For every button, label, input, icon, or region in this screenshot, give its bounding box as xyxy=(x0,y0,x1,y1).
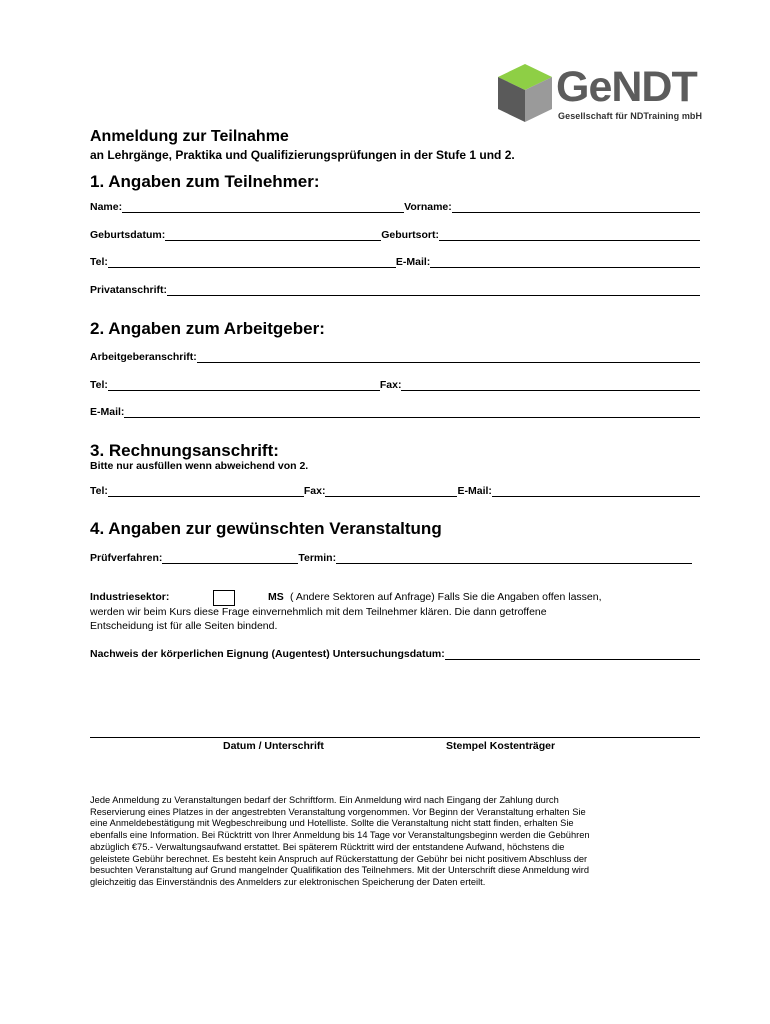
arbeitgeber-email-field[interactable] xyxy=(124,406,700,418)
row-nachweis xyxy=(90,646,700,660)
section3-heading: 3. Rechnungsanschrift: xyxy=(90,441,279,460)
arbeitgeber-tel-field[interactable] xyxy=(108,379,380,391)
row-geburt xyxy=(90,227,700,241)
arbeitgeberanschrift-label: Arbeitgeberanschrift: xyxy=(90,351,197,363)
terms-line: geleistete Gebühr berechnet. Es besteht kein Anspruch auf Rückerstattung der Gebühr bei nicht positivem Abschluss der xyxy=(90,853,588,864)
row-tel xyxy=(90,254,700,268)
untersuchungsdatum-field[interactable] xyxy=(445,648,700,660)
arbeitgeber-fax-field[interactable] xyxy=(401,379,700,391)
geburtsort-field[interactable] xyxy=(439,229,700,241)
arbeitgeber-tel-label: Tel: xyxy=(90,379,108,391)
arbeitgeberanschrift-field[interactable] xyxy=(197,351,700,363)
rechnung-tel-label: Tel: xyxy=(90,485,108,497)
privatanschrift-field[interactable] xyxy=(167,284,700,296)
email-label: E-Mail: xyxy=(395,256,431,268)
logo-subtitle: Gesellschaft für NDTraining mbH xyxy=(558,111,703,121)
rechnung-fax-field[interactable] xyxy=(325,485,457,497)
nachweis-label: Nachweis der körperlichen Eignung (Augentest) Untersuchungsdatum: xyxy=(90,648,445,660)
row-arbeitgeberanschrift xyxy=(90,349,700,363)
geburtsdatum-field[interactable] xyxy=(165,229,381,241)
terms-line: ebenfalls eine Information. Bei Rücktritt von Ihrer Anmeldung bis 14 Tage vor Veranstaltungsbeginn werden die Gebühren xyxy=(90,830,590,841)
section3-note: Bitte nur ausfüllen wenn abweichend von 2. xyxy=(90,460,309,472)
signature-line[interactable] xyxy=(90,737,700,738)
terms-line: Reservierung eines Platzes in der angestrebten Veranstaltung vorgenommen. Vor Beginn der Veranstaltung erhalten Sie xyxy=(90,806,586,817)
section4-heading: 4. Angaben zur gewünschten Veranstaltung xyxy=(90,519,442,538)
section1-heading: 1. Angaben zum Teilnehmer: xyxy=(90,172,320,191)
termin-field[interactable] xyxy=(336,552,692,564)
terms-line: besuchten Veranstaltung auf Grund mangelnder Qualifikation des Teilnehmers. Mit der Unterschrift diese Anmeldung wird xyxy=(90,865,590,876)
geburtsdatum-label: Geburtsdatum: xyxy=(90,229,166,241)
industriesektor-checkbox[interactable] xyxy=(213,590,235,606)
pruefverfahren-label: Prüfverfahren: xyxy=(90,552,163,564)
row-arbeitgeber-email xyxy=(90,404,700,418)
ms-label: MS xyxy=(268,591,284,603)
vorname-label: Vorname: xyxy=(404,201,452,213)
arbeitgeber-fax-label: Fax: xyxy=(379,379,402,391)
industriesektor-label: Industriesektor: xyxy=(90,591,170,603)
tel-label: Tel: xyxy=(90,256,108,268)
sektor-note-line3: Entscheidung ist für alle Seiten bindend. xyxy=(90,620,278,632)
stempel-kostentraeger-label: Stempel Kostenträger xyxy=(446,740,556,752)
page-subtitle: an Lehrgänge, Praktika und Qualifizierungsprüfungen in der Stufe 1 und 2. xyxy=(90,148,515,162)
name-label: Name: xyxy=(90,201,123,213)
section2-heading: 2. Angaben zum Arbeitgeber: xyxy=(90,319,325,338)
row-arbeitgeber-tel xyxy=(90,377,700,391)
row-pruefverfahren xyxy=(90,550,692,564)
row-name xyxy=(90,199,700,213)
logo-wordmark: GeNDT xyxy=(556,63,697,111)
name-field[interactable] xyxy=(122,201,404,213)
arbeitgeber-email-label: E-Mail: xyxy=(90,406,125,418)
terms-line: Jede Anmeldung zu Veranstaltungen bedarf der Schriftform. Ein Anmeldung wird nach Eingang der Zahlung durch xyxy=(90,795,559,805)
datum-unterschrift-label: Datum / Unterschrift xyxy=(223,740,324,752)
privatanschrift-label: Privatanschrift: xyxy=(90,284,168,296)
pruefverfahren-field[interactable] xyxy=(162,552,298,564)
rechnung-email-label: E-Mail: xyxy=(457,485,492,497)
terms-line: eine Anmeldebestätigung mit Wegbeschreibung und Hotelliste. Sollte die Veranstaltung nicht statt finden, erhalten Sie xyxy=(90,818,574,829)
terms-line: abzüglich €75.- Verwaltungsaufwand erstattet. Bei späterem Rücktritt wird der entstandene Aufwand, höchstens die xyxy=(90,841,565,852)
row-privatanschrift xyxy=(90,282,700,296)
geburtsort-label: Geburtsort: xyxy=(381,229,440,241)
company-logo xyxy=(496,62,718,128)
rechnung-fax-label: Fax: xyxy=(303,485,326,497)
rechnung-email-field[interactable] xyxy=(492,485,700,497)
sektor-note-line2: werden wir beim Kurs diese Frage einvernehmlich mit dem Teilnehmer klären. Die dann getroffene xyxy=(90,606,547,618)
email-field[interactable] xyxy=(430,256,700,268)
vorname-field[interactable] xyxy=(452,201,700,213)
tel-field[interactable] xyxy=(108,256,396,268)
terms-text xyxy=(90,795,705,889)
cube-logo-icon xyxy=(496,62,554,124)
row-rechnung xyxy=(90,483,700,497)
terms-line: gleichzeitig das Einverständnis des Anmelders zur elektronischen Speicherung der Daten erteilt. xyxy=(90,876,486,887)
termin-label: Termin: xyxy=(298,552,337,564)
page-title: Anmeldung zur Teilnahme xyxy=(90,128,289,145)
rechnung-tel-field[interactable] xyxy=(108,485,304,497)
sektor-note-line1: ( Andere Sektoren auf Anfrage) Falls Sie die Angaben offen lassen, xyxy=(290,591,602,603)
